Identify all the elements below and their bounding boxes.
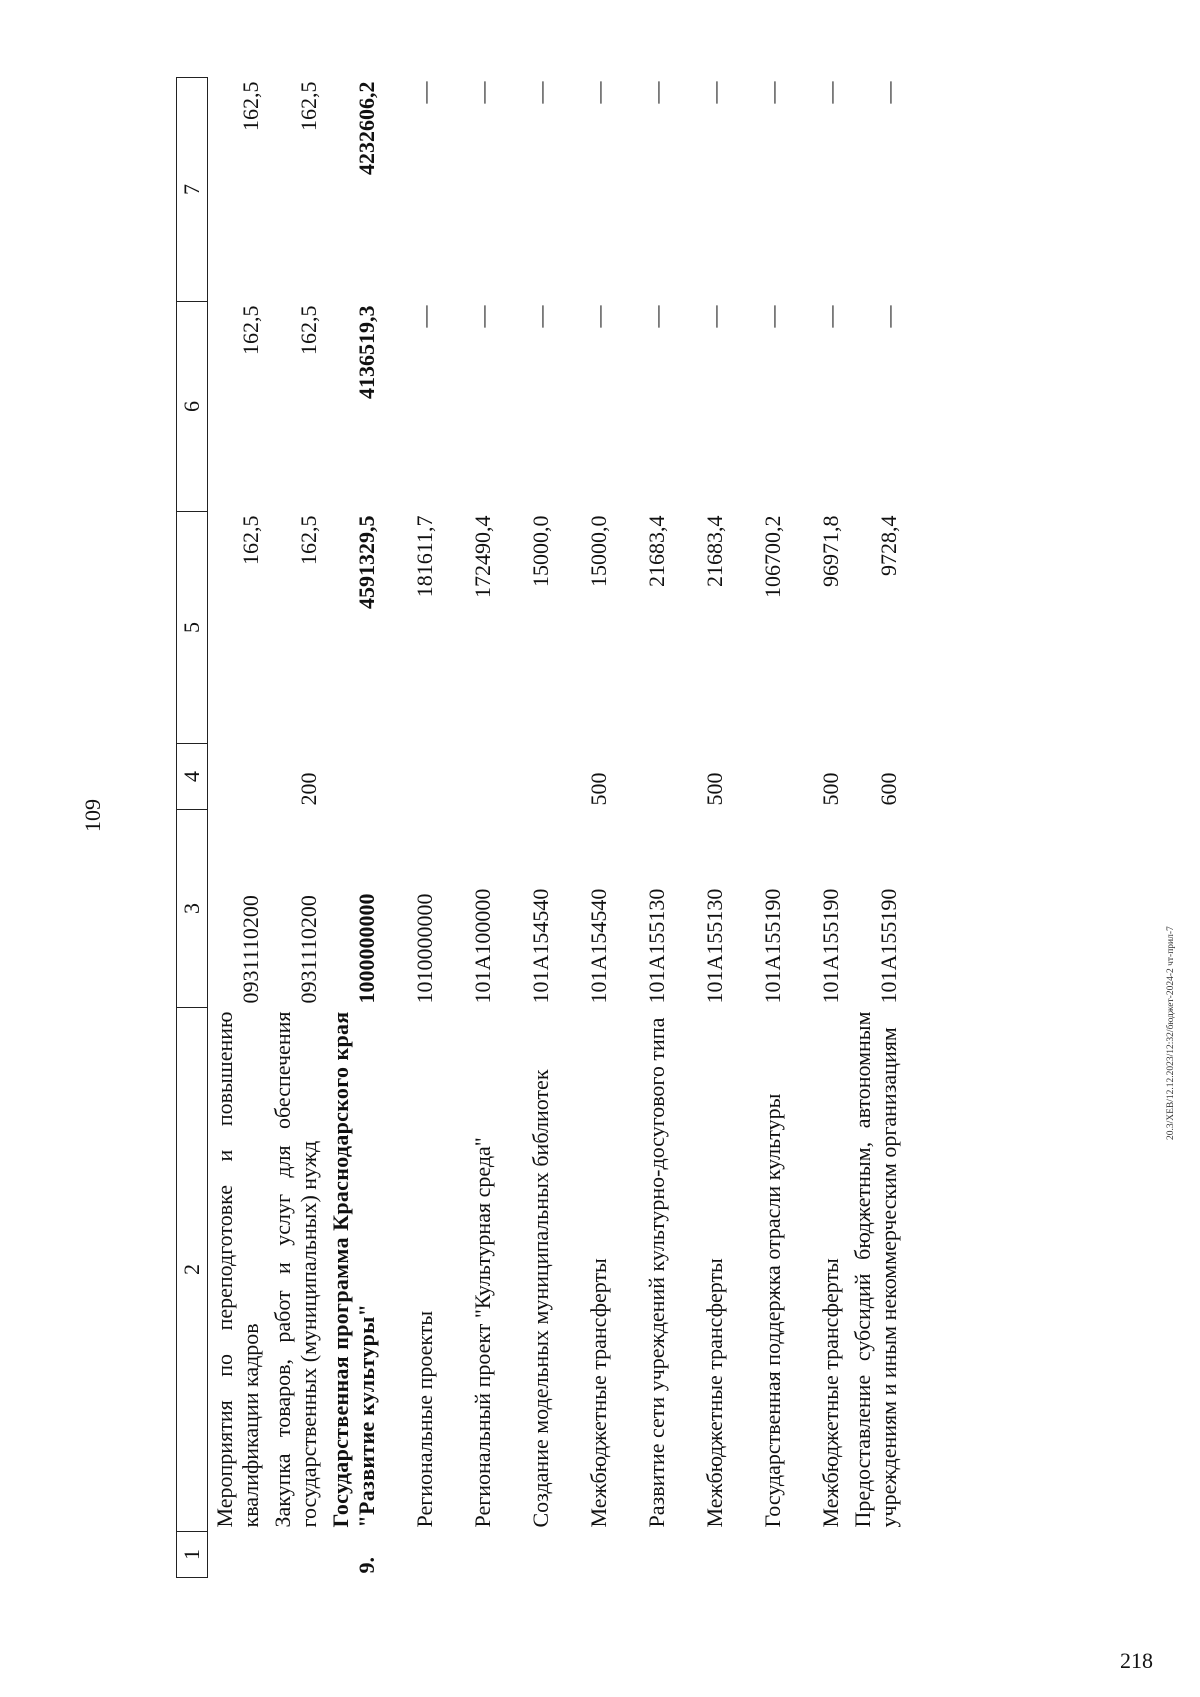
table-row (380, 78, 438, 1578)
column-header: 3 (177, 810, 208, 1008)
row-amount-2024: 4591329,5 (354, 515, 379, 609)
row-expense-type: 600 (876, 772, 901, 806)
row-amount-2025: — (586, 305, 611, 328)
row-amount-2025: — (644, 305, 669, 328)
row-amount-2025: 162,5 (238, 305, 263, 355)
row-index (438, 1532, 496, 1578)
row-description: Межбюджетные трансферты (586, 1258, 611, 1528)
table-row (208, 78, 265, 1578)
row-amount-2025: — (702, 305, 727, 328)
row-amount-2025: 162,5 (296, 305, 321, 355)
row-expense-type (496, 744, 554, 810)
row-index (554, 1532, 612, 1578)
row-amount-2026: 162,5 (296, 81, 321, 131)
row-amount-2024: 21683,4 (644, 515, 669, 587)
row-description: Региональный проект "Культурная среда" (470, 1137, 495, 1528)
row-index (380, 1532, 438, 1578)
row-code: 0931110200 (238, 895, 263, 1004)
table-row (554, 78, 612, 1578)
column-header: 7 (177, 78, 208, 302)
row-description: Развитие сети учреждений культурно-досугового типа (644, 1017, 669, 1528)
row-code: 101A155130 (702, 888, 727, 1004)
row-index (786, 1532, 844, 1578)
column-header: 1 (177, 1532, 208, 1578)
page-number-top: 109 (80, 799, 105, 832)
row-amount-2025: — (412, 305, 437, 328)
row-amount-2025: — (528, 305, 553, 328)
row-description: Предоставление субсидий бюджетным, автономным учреждениям и иным некоммерческим организациям (849, 1011, 901, 1528)
column-header: 2 (177, 1008, 208, 1532)
row-code: 0931110200 (296, 895, 321, 1004)
row-amount-2025: — (818, 305, 843, 328)
row-amount-2025: — (470, 305, 495, 328)
row-code: 101A154540 (586, 888, 611, 1004)
row-amount-2024: 162,5 (238, 515, 263, 565)
budget-sheet (176, 78, 1166, 1578)
row-amount-2024: 106700,2 (760, 515, 785, 598)
page-number-bottom: 218 (1120, 1648, 1153, 1673)
row-amount-2026: — (702, 81, 727, 104)
row-amount-2024: 15000,0 (586, 515, 611, 587)
row-description: Создание модельных муниципальных библиотек (528, 1069, 553, 1528)
document-footer-note: 20.3/XEB/12.12.2023/12:32/бюджет-2024-2 чт-прил-7 (1166, 926, 1176, 1140)
row-index (496, 1532, 554, 1578)
row-amount-2024: 96971,8 (818, 515, 843, 587)
row-description: Межбюджетные трансферты (702, 1258, 727, 1528)
table-header-row (177, 78, 208, 1578)
row-amount-2024: 15000,0 (528, 515, 553, 587)
row-index (264, 1532, 322, 1578)
row-amount-2026: — (818, 81, 843, 104)
table-row (438, 78, 496, 1578)
budget-table (176, 77, 902, 1578)
row-amount-2024: 172490,4 (470, 515, 495, 598)
row-description: Мероприятия по переподготовке и повышению квалификации кадров (211, 1011, 263, 1528)
row-code: 101A155190 (876, 888, 901, 1004)
row-amount-2024: 181611,7 (412, 515, 437, 598)
row-amount-2026: — (644, 81, 669, 104)
row-index (728, 1532, 786, 1578)
table-row (612, 78, 670, 1578)
row-code: 1000000000 (354, 893, 379, 1004)
row-description: Государственная поддержка отрасли культуры (760, 1093, 785, 1528)
row-amount-2026: 162,5 (238, 81, 263, 131)
table-row (496, 78, 554, 1578)
row-index: 9. (354, 1557, 379, 1574)
row-amount-2024: 162,5 (296, 515, 321, 565)
row-expense-type (208, 744, 265, 810)
row-description: Региональные проекты (412, 1310, 437, 1528)
row-amount-2025: — (760, 305, 785, 328)
row-description: Государственная программа Краснодарского края "Развитие культуры" (327, 1011, 379, 1528)
row-description: Межбюджетные трансферты (818, 1258, 843, 1528)
row-code: 101A100000 (470, 888, 495, 1004)
row-expense-type (438, 744, 496, 810)
row-code: 101A155190 (760, 888, 785, 1004)
row-expense-type (322, 744, 380, 810)
row-amount-2026: 4232606,2 (354, 81, 379, 175)
row-code: 1010000000 (412, 893, 437, 1004)
row-amount-2026: — (760, 81, 785, 104)
column-header: 5 (177, 512, 208, 744)
table-row-program (322, 78, 380, 1578)
row-code: 101A155190 (818, 888, 843, 1004)
row-code: 101A155130 (644, 888, 669, 1004)
row-expense-type (612, 744, 670, 810)
row-index (612, 1532, 670, 1578)
table-row (670, 78, 728, 1578)
column-header: 4 (177, 744, 208, 810)
table-row (844, 78, 902, 1578)
row-amount-2026: — (876, 81, 901, 104)
row-expense-type (380, 744, 438, 810)
row-expense-type (728, 744, 786, 810)
row-expense-type: 500 (586, 772, 611, 806)
row-amount-2026: — (412, 81, 437, 104)
row-amount-2024: 21683,4 (702, 515, 727, 587)
row-code: 101A154540 (528, 888, 553, 1004)
row-index (844, 1532, 902, 1578)
row-expense-type: 200 (296, 772, 321, 806)
row-amount-2025: 4136519,3 (354, 305, 379, 399)
table-row (786, 78, 844, 1578)
row-amount-2024: 9728,4 (876, 515, 901, 576)
row-index (670, 1532, 728, 1578)
row-description: Закупка товаров, работ и услуг для обеспечения государственных (муниципальных) нужд (269, 1011, 321, 1528)
table-row (264, 78, 322, 1578)
column-header: 6 (177, 302, 208, 512)
row-expense-type: 500 (818, 772, 843, 806)
row-amount-2026: — (586, 81, 611, 104)
row-index (208, 1532, 265, 1578)
row-expense-type: 500 (702, 772, 727, 806)
table-row (728, 78, 786, 1578)
row-amount-2025: — (876, 305, 901, 328)
row-amount-2026: — (528, 81, 553, 104)
row-amount-2026: — (470, 81, 495, 104)
